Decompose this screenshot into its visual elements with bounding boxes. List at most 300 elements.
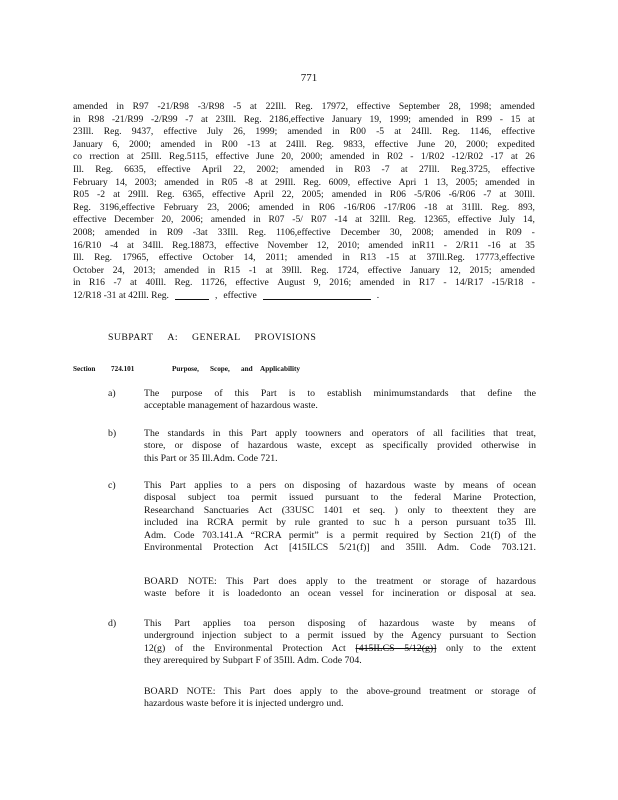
history-word: amended [443, 226, 479, 238]
paragraph-letter: b) [108, 428, 117, 439]
history-word: Reg. [94, 252, 113, 264]
history-word: -13 [247, 138, 260, 150]
history-word: at [446, 201, 454, 213]
history-word: in [73, 277, 81, 289]
history-word: in [204, 138, 213, 150]
board-note-line: hazardous waste before it is injected undergro und. [144, 698, 344, 710]
history-word: Reg. [103, 126, 122, 138]
history-word: amended [329, 151, 365, 163]
history-word: R09 [166, 226, 183, 238]
history-word: 1999; [389, 113, 411, 125]
history-line [73, 126, 535, 139]
history-word: at [269, 138, 277, 150]
subpart-letter: A: [167, 332, 179, 343]
history-word: 9437, [131, 126, 154, 138]
history-word: -5/ [292, 214, 303, 226]
history-word: June [417, 138, 436, 150]
history-word: 39Ill. [281, 264, 302, 276]
blank-date-line [263, 290, 371, 300]
history-word: 2005; [455, 176, 478, 188]
history-word: -1 [248, 264, 257, 276]
history-word: -16/R06 [343, 201, 376, 213]
history-word: 26, [233, 126, 246, 138]
history-word: 12, [316, 239, 329, 251]
paragraph-line: This Part applies toa person disposing of hazardous waste by means of [144, 618, 536, 629]
history-word: 31Ill. [461, 201, 483, 213]
history-word: November [267, 239, 308, 251]
history-word: -2 [97, 189, 106, 201]
history-word: in [460, 113, 469, 125]
history-word: in [253, 214, 261, 226]
history-word: 17965, [122, 252, 149, 264]
history-line [73, 252, 535, 265]
history-word: effective [157, 163, 191, 175]
history-word: amended [485, 176, 520, 188]
history-word: 1 [423, 176, 429, 188]
history-word: 22, [281, 189, 294, 201]
history-word: 2002; [256, 163, 279, 175]
history-word: co [73, 151, 83, 163]
history-word: amended [210, 214, 246, 226]
history-word: at [409, 252, 417, 264]
paragraph-line: included ina RCRA permit by rule granted to suc h a person pursuant to35 Ill. [144, 517, 536, 529]
history-word: -6/R06 [448, 189, 476, 201]
history-word: R05 [73, 189, 89, 201]
history-word: October [73, 264, 104, 276]
history-word: effective [235, 277, 269, 289]
history-word: -4 [110, 239, 119, 251]
history-word: in [342, 252, 350, 264]
history-word: 2015; [469, 264, 492, 276]
history-word: 14, [115, 176, 128, 188]
history-line [73, 240, 535, 253]
history-word: 19, [369, 113, 382, 125]
history-word: 13, [436, 176, 449, 188]
history-word: 12365, [423, 214, 451, 226]
history-word: -15 [386, 252, 400, 264]
history-word: 6635, [124, 163, 146, 175]
history-word: 6, [112, 138, 120, 150]
history-line [73, 114, 535, 127]
history-word: Reg. [174, 277, 193, 289]
history-word: 20, [161, 214, 174, 226]
history-word: 2016; [329, 277, 352, 289]
history-word: - [499, 113, 503, 125]
history-word: Reg. [491, 201, 510, 213]
history-word: R00 [349, 126, 366, 138]
history-word: amended [368, 239, 403, 251]
history-word: Reg. [310, 264, 329, 276]
history-word: 37Ill.Reg. [426, 252, 465, 264]
history-word: -5 [233, 101, 242, 112]
history-word: in [207, 264, 216, 276]
history-word: 2013; [133, 264, 156, 276]
history-word: 2005; [301, 189, 324, 201]
history-word: R07 [310, 214, 327, 226]
history-word: 9833, [343, 138, 366, 150]
history-word: 1146, [470, 126, 492, 138]
history-word: Reg. [316, 138, 334, 150]
history-word: 2011; [265, 252, 288, 264]
paragraph-line: they arerequired by Subpart F of 35Ill. Adm. Code 704. [144, 655, 362, 667]
history-word: at [499, 189, 507, 201]
history-word: at [200, 113, 208, 125]
history-word: -21/R98 [157, 101, 189, 112]
history-word: effective [501, 126, 535, 138]
history-word: 6009, [328, 176, 351, 188]
history-word: at [400, 163, 408, 175]
history-word: - [443, 239, 447, 251]
history-word: 15 [510, 113, 521, 125]
history-word: 14, [522, 214, 535, 226]
history-word: R16 [88, 277, 105, 289]
history-word: - [531, 277, 535, 289]
history-word: rrection [89, 151, 120, 163]
history-word: -7 [483, 189, 492, 201]
subpart-title-word: PROVISIONS [254, 332, 317, 343]
history-word: 25Ill. [141, 151, 162, 163]
history-word: January [331, 113, 362, 125]
history-word: July [207, 126, 224, 138]
history-line [73, 265, 535, 278]
history-word: R03 [354, 163, 371, 175]
history-word: 32Ill. [369, 214, 391, 226]
history-word: in [374, 189, 382, 201]
history-line [73, 214, 535, 227]
history-word: amended [331, 189, 367, 201]
history-word: 1/R02 [420, 151, 445, 163]
history-word: R06 [389, 189, 406, 201]
history-word: 3196,effective [99, 201, 155, 213]
history-word: effective [457, 214, 492, 226]
history-word: Reg. [303, 176, 321, 188]
struck-citation: [415ILCS 5/12(g)] [355, 642, 437, 654]
paragraph-letter: d) [108, 618, 117, 629]
history-word: R07 [268, 214, 285, 226]
history-word: at [509, 239, 517, 251]
blank-volume-line [175, 290, 209, 300]
history-word: 2000; [300, 151, 323, 163]
page-number: 771 [300, 72, 318, 84]
history-word: 35 [525, 239, 535, 251]
history-word: 2000; [466, 138, 489, 150]
history-word: at [394, 126, 402, 138]
history-word: effective [367, 264, 402, 276]
history-word: -7 [185, 113, 194, 125]
history-word: January [410, 264, 440, 276]
paragraph-body [144, 388, 536, 413]
history-word: in [335, 163, 344, 175]
history-word: -5 [376, 126, 385, 138]
history-line [73, 189, 535, 202]
history-word: -5/R06 [413, 189, 441, 201]
history-word: -18 [424, 201, 438, 213]
history-word: effective [357, 176, 392, 188]
history-word: in [402, 277, 411, 289]
paragraph-body [144, 618, 536, 668]
paragraph-line: this Part or 35 Ill.Adm. Code 721. [144, 452, 278, 464]
history-word: amended [160, 138, 196, 150]
history-word: amended [297, 252, 333, 264]
history-word: 20, [444, 138, 457, 150]
history-word: - [410, 151, 414, 163]
history-word: in [332, 126, 340, 138]
history-line [73, 139, 535, 152]
comma: , [214, 289, 218, 301]
section-number: 724.101 [111, 365, 135, 373]
paragraph-line: The purpose of this Part is to establish minimumstandards that define the [144, 388, 536, 399]
source-history [73, 101, 535, 303]
history-word: Reg.18873, [172, 239, 217, 251]
board-note-line: BOARD NOTE: This Part does apply to the treatment or storage of hazardous [144, 576, 536, 587]
section-title-word: Purpose, [172, 365, 199, 373]
history-word: Reg. [398, 214, 416, 226]
history-word: at [126, 239, 134, 251]
history-word: amended [164, 176, 199, 188]
history-word: Reg. [243, 113, 262, 125]
history-word: at [126, 151, 134, 163]
history-word: -12/R02 [451, 151, 484, 163]
history-word: in [73, 113, 81, 125]
history-word: 23Ill. [73, 126, 94, 138]
history-line [73, 164, 535, 177]
history-word: expedited [497, 138, 535, 150]
history-line [73, 227, 535, 240]
history-word: 2006; [228, 201, 250, 213]
history-word: R97 [132, 101, 149, 112]
history-word: effective [356, 101, 391, 112]
history-word: Ill. [73, 252, 84, 264]
history-line [73, 177, 535, 190]
history-word: - [443, 277, 447, 289]
history-word: July [499, 214, 516, 226]
history-word: 23, [207, 201, 220, 213]
history-word: effective [212, 189, 246, 201]
history-word: -14 [334, 214, 348, 226]
history-word: 22, [233, 163, 246, 175]
history-line [73, 290, 535, 303]
history-word: effective [225, 239, 259, 251]
history-word: -7 [113, 277, 122, 289]
history-word: 12, [448, 264, 461, 276]
history-word: 23Ill. [215, 113, 237, 125]
paragraph-line: underground injection subject to a permit issued by the Agency pursuant to Section [144, 630, 536, 642]
history-word: amended [287, 126, 323, 138]
paragraph-line: acceptable management of hazardous waste. [144, 400, 318, 412]
paragraph-line [144, 643, 536, 655]
subpart-title-word: GENERAL [192, 332, 241, 343]
history-text: effective [223, 289, 257, 301]
history-word: at [265, 264, 273, 276]
history-word: amended [104, 226, 140, 238]
history-word: -15/R18 [491, 277, 524, 289]
line-text: only to the extent [436, 642, 536, 654]
section-title-word: Scope, [210, 365, 230, 373]
history-word: August [277, 277, 306, 289]
section-title-word: Applicability [260, 365, 300, 373]
paragraph-line: disposal subject toa permit issued pursuant to the federal Marine Protection, [144, 492, 536, 504]
history-word: -3at [192, 226, 208, 238]
history-word: effective [374, 138, 408, 150]
history-word: 9, [313, 277, 321, 289]
history-word: in [116, 101, 124, 112]
history-line [73, 151, 535, 164]
history-word: effective [501, 163, 535, 175]
history-word: in [488, 226, 496, 238]
subpart-heading [108, 332, 508, 343]
history-word: 27Ill. [418, 163, 440, 175]
section-label: Section [73, 365, 96, 373]
history-word: effective [163, 126, 197, 138]
history-word: in [527, 176, 535, 188]
history-word: at [527, 113, 535, 125]
paragraph-body [144, 480, 536, 554]
history-word: 2186,effective [269, 113, 325, 125]
paragraph-line: The standards in this Part apply toowners and operators of all facilities that treat, [144, 428, 536, 439]
history-word: April [253, 189, 274, 201]
paragraph-body [144, 428, 536, 465]
history-line [73, 277, 535, 290]
history-word: 24Ill. [286, 138, 307, 150]
history-word: amended [500, 101, 535, 112]
history-period: . [376, 289, 380, 301]
paragraph-line: store, or dispose of hazardous waste, except as specifically provided otherwise in [144, 440, 536, 452]
history-word: 1998; [469, 101, 492, 112]
history-word: effective [73, 214, 107, 226]
history-word: 2010; [337, 239, 360, 251]
board-note-line: BOARD NOTE: This Part does apply to the above-ground treatment or storage of [144, 686, 536, 697]
paragraph-line: This Part applies to a pers on disposing of hazardous waste by means of ocean [144, 480, 536, 491]
history-word: - [531, 226, 535, 238]
history-word: 2008; [411, 226, 434, 238]
history-word: R15 [224, 264, 241, 276]
board-note [144, 686, 536, 711]
history-word: 2/R11 [455, 239, 479, 251]
history-word: Reg. [95, 163, 114, 175]
history-word: 14, [243, 252, 256, 264]
history-word: Reg. [73, 201, 91, 213]
history-word: 2003; [134, 176, 157, 188]
history-word: R06 [318, 201, 335, 213]
board-note-line: waste before it is loadedonto an ocean vessel for incineration or disposal at sea. [144, 588, 536, 600]
history-word: 17972, [321, 101, 348, 112]
history-word: at [510, 151, 518, 163]
history-word: January [73, 138, 103, 150]
history-word: 1999; [255, 126, 278, 138]
history-word: 40Ill. [145, 277, 166, 289]
history-word: 28, [448, 101, 461, 112]
history-word: 20, [281, 151, 294, 163]
history-word: -16 [487, 239, 501, 251]
history-word: 17773,effective [475, 252, 535, 264]
history-word: at [249, 101, 257, 112]
history-word: amended [258, 201, 294, 213]
history-word: amended [289, 163, 325, 175]
history-word: in [149, 226, 157, 238]
history-word: February [163, 201, 199, 213]
history-word: 2008; [73, 226, 95, 238]
history-word: -17 [490, 151, 504, 163]
history-word: 22Ill. [265, 101, 287, 112]
history-word: 26 [525, 151, 535, 163]
history-word: 24Ill. [411, 126, 432, 138]
history-word: September [398, 101, 440, 112]
history-word: R17 [418, 277, 435, 289]
history-word: 2006; [181, 214, 204, 226]
history-line [73, 101, 535, 114]
history-text: 12/R18 -31 at 42Ill. Reg. [73, 289, 169, 301]
subpart-label: SUBPART [108, 332, 154, 343]
paragraph-letter: a) [108, 388, 116, 399]
history-word: Ill. [73, 163, 84, 175]
paragraph-line: Adm. Code 703.141.A “RCRA permit” is a permit required by Section 21(f) of the [144, 529, 536, 541]
history-word: R02 [386, 151, 403, 163]
history-word: -3/R98 [197, 101, 225, 112]
history-word: at [355, 214, 362, 226]
history-word: December [114, 214, 154, 226]
history-word: amended [73, 101, 108, 112]
history-word: 893, [518, 201, 535, 213]
history-word: 33Ill. [217, 226, 239, 238]
history-word: April [201, 163, 223, 175]
paragraph-letter: c) [108, 480, 116, 491]
history-word: -2/R99 [150, 113, 178, 125]
history-word: 34Ill. [142, 239, 164, 251]
history-word: amended [164, 264, 199, 276]
history-word: Reg. [248, 226, 266, 238]
paragraph-line: Researchand Sanctuaries Act (33USC 1401 et seq. ) only to theextent they are [144, 504, 536, 516]
history-word: -8 [244, 176, 253, 188]
history-word: February [73, 176, 108, 188]
history-word: 1106,effective [275, 226, 331, 238]
history-word: 30Ill. [514, 189, 535, 201]
history-word: December [340, 226, 380, 238]
paragraph-line: Environmental Protection Act [415ILCS 5/21(f)] and 35Ill. Adm. Code 703.121. [144, 542, 536, 554]
history-word: 29Ill. [275, 176, 296, 188]
history-word: at [113, 189, 120, 201]
history-word: -21/R99 [111, 113, 144, 125]
history-word: R99 [476, 113, 493, 125]
history-line [73, 202, 535, 215]
history-word: R05 [221, 176, 238, 188]
history-word: 2000; [129, 138, 151, 150]
history-word: Reg. [294, 101, 313, 112]
history-word: in [206, 176, 214, 188]
history-word: in [372, 151, 380, 163]
history-word: amended [418, 113, 454, 125]
history-word: inR11 [411, 239, 435, 251]
history-word: amended [359, 277, 395, 289]
history-word: Reg.5115, [169, 151, 209, 163]
history-word: -17/R06 [384, 201, 416, 213]
history-word: amended [500, 264, 535, 276]
history-word: in [302, 201, 310, 213]
history-word: R13 [360, 252, 377, 264]
history-word: R09 [505, 226, 522, 238]
history-word: 30, [389, 226, 402, 238]
history-word: effective [215, 151, 249, 163]
line-text: 12(g) of the Environmental Protection Act [144, 642, 346, 654]
history-word: R00 [221, 138, 238, 150]
history-word: 14/R17 [455, 277, 484, 289]
history-word: 6365, [182, 189, 205, 201]
history-word: Apri [398, 176, 417, 188]
history-word: 16/R10 [73, 239, 102, 251]
history-word: Reg.3725, [450, 163, 491, 175]
history-word: at [130, 277, 137, 289]
history-word: October [202, 252, 234, 264]
history-word: 1724, [337, 264, 360, 276]
